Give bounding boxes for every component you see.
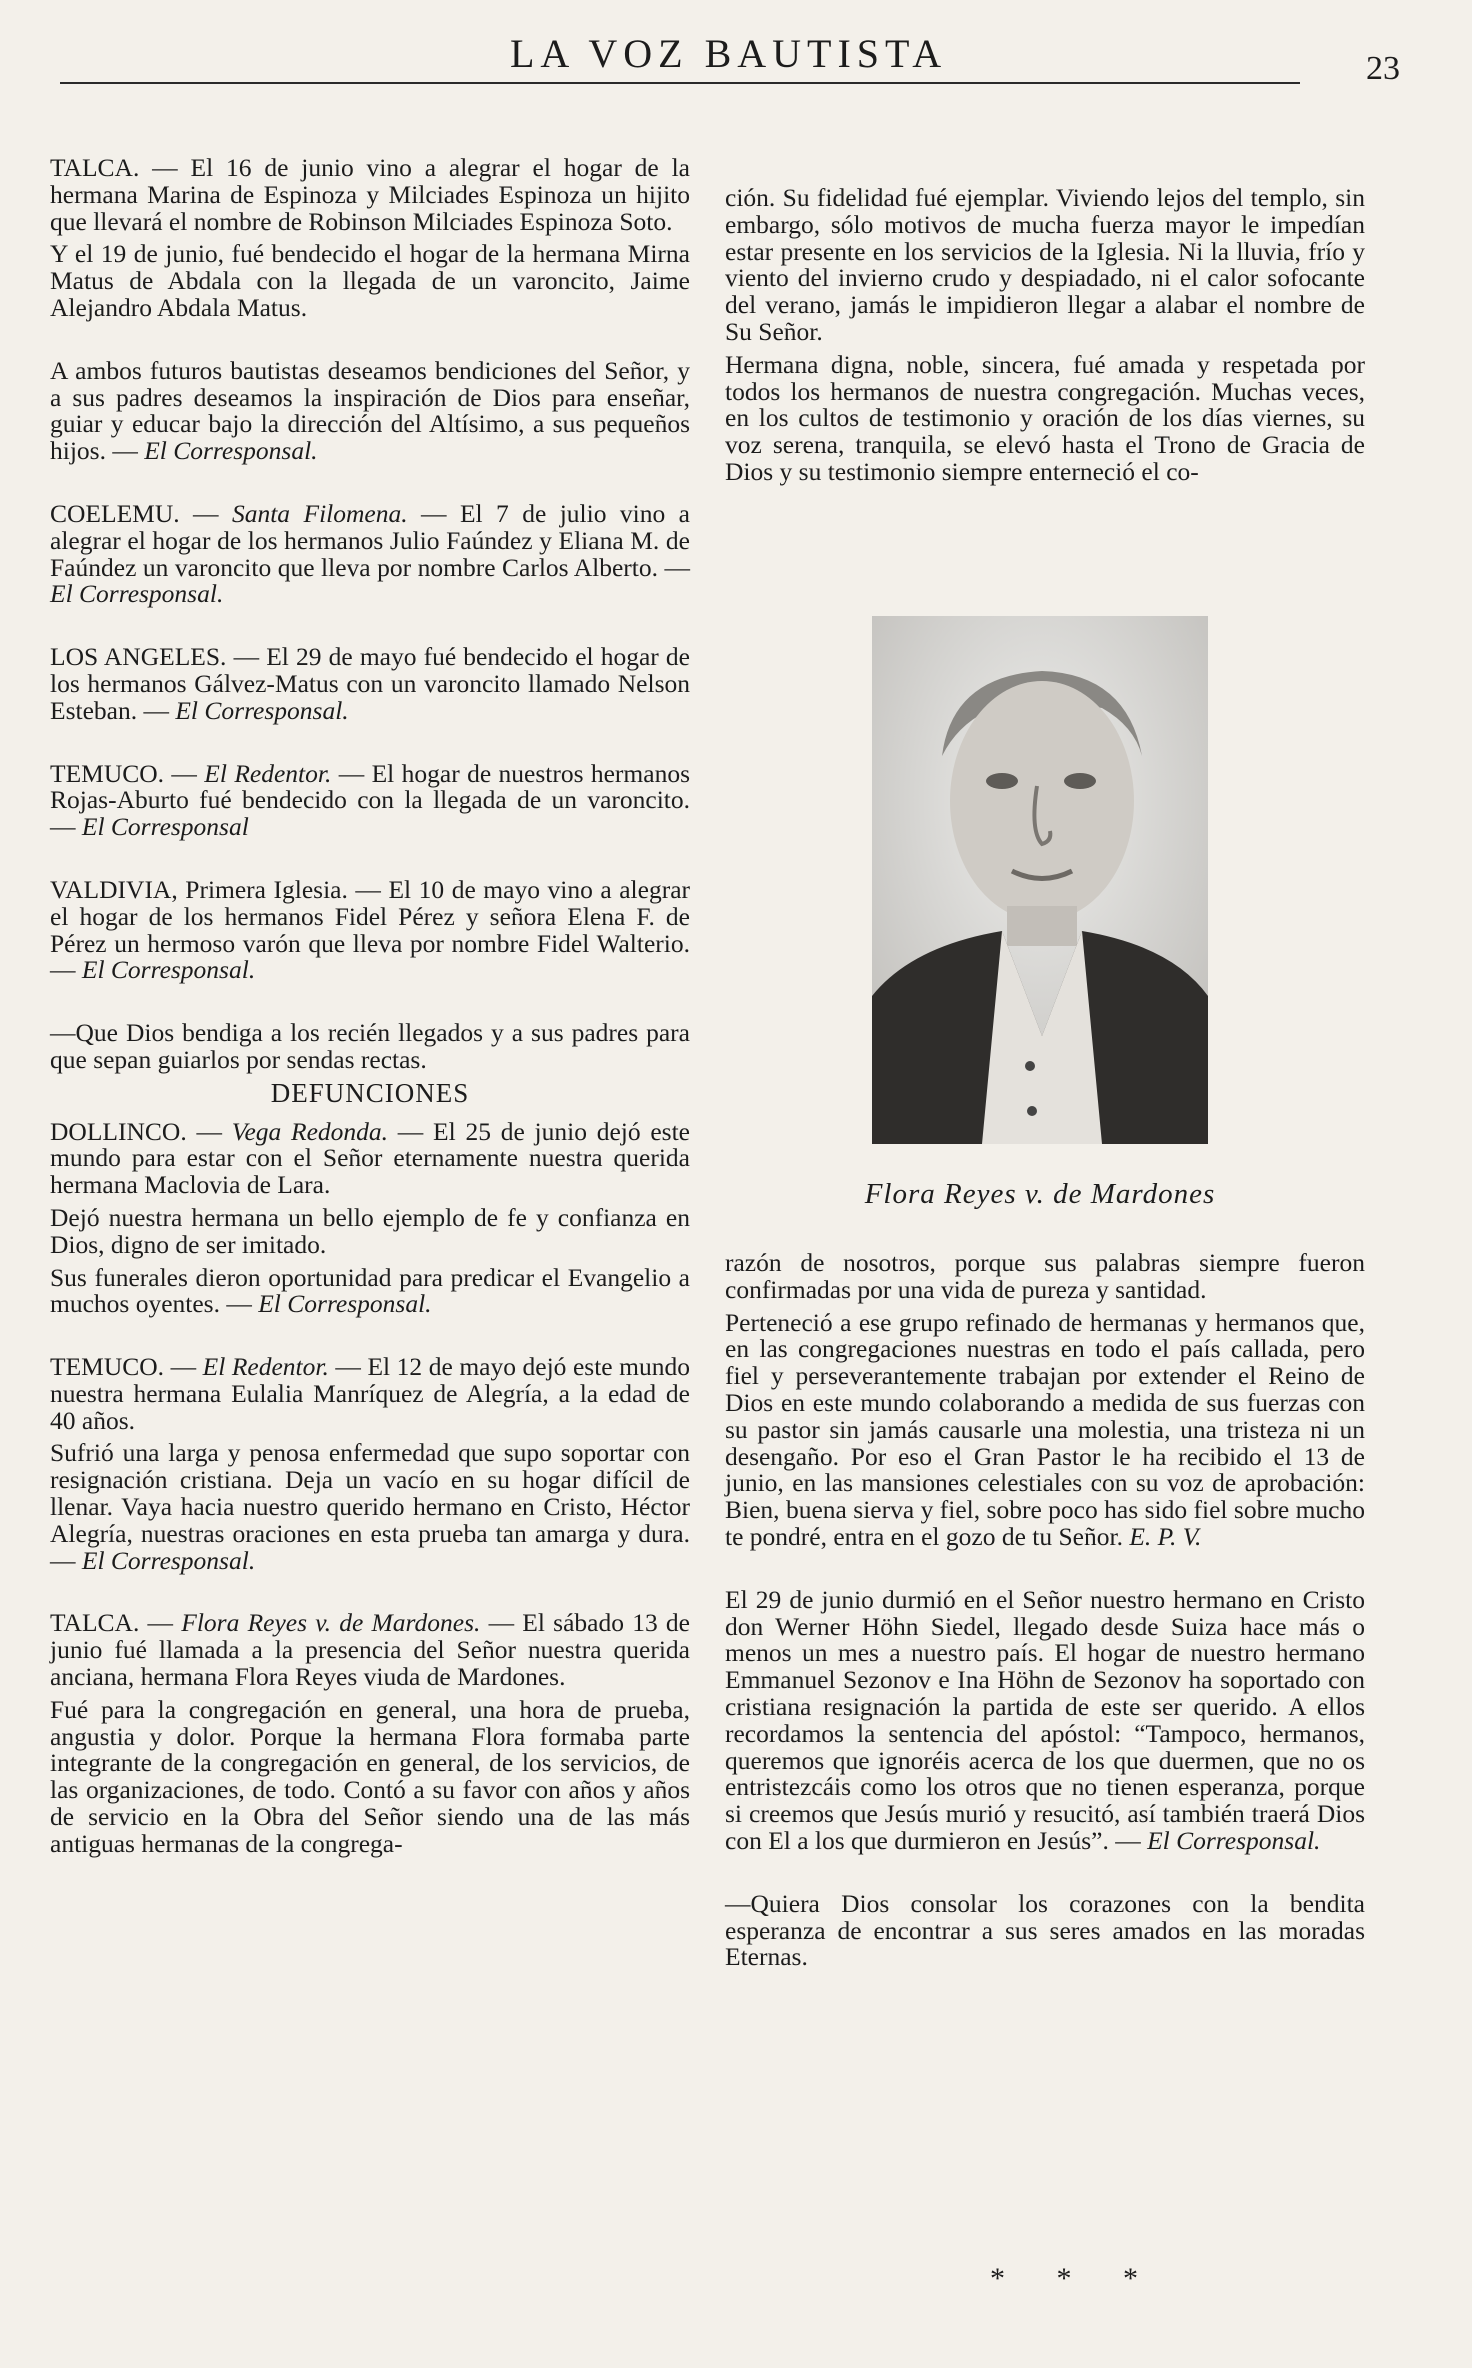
item-body: Hermana digna, noble, sincera, fué amada y respetada por todos los hermanos de nuestra congregación. Muchas veces, en los cultos de testimonio y oración de los días viernes, su voz serena, tranquila, se elevó hasta el Trono de Gracia de Dios y su testimonio siempre enterneció el co-: [725, 349, 1365, 486]
item-location: TEMUCO. —: [50, 758, 197, 788]
item-body: — El sábado 13 de junio fué llamada a la presencia del Señor nuestra querida anciana, hermana Flora Reyes viuda de Mardones.: [50, 1608, 690, 1692]
item-body: Fué para la congregación en general, una hora de prueba, angustia y dolor. Porque la hermana Flora formaba parte integrante de la congregación en general, de los servicios, de las organizaciones, de todo. Contó a su favor con años y años de servicio en la Obra del Señor siendo una de las más antiguas hermanas de la congrega-: [50, 1694, 690, 1858]
masthead: [60, 30, 1400, 110]
news-paragraph: [50, 1202, 690, 1259]
paragraph-gap: [50, 1580, 690, 1610]
signature: El Corresponsal.: [50, 579, 224, 609]
item-body: Dejó nuestra hermana un bello ejemplo de fe y confianza en Dios, digno de ser imitado.: [50, 1202, 690, 1259]
news-paragraph: [50, 874, 690, 985]
item-body: Perteneció a ese grupo refinado de hermanas y hermanos que, en las congregaciones nuestras en todo el país callada, pero fiel y perseverantemente trabajan por extender el Reino de Dios en este mundo colaborando a medida de sus fuerzas con su pastor sin jamás causarle una molestia, una tristeza ni un desengaño. Por eso el Gran Pastor le ha recibido el 13 de junio, en las mansiones celestiales con su voz de aprobación: Bien, buena sierva y fiel, sobre poco has sido fiel sobre mucho te pondré, entra en el gozo de tu Señor.: [725, 1307, 1365, 1551]
item-location: DOLLINCO. —: [50, 1116, 222, 1146]
item-body: — El 7 de julio vino a alegrar el hogar de los hermanos Julio Faúndez y Eliana M. de Faúndez un varoncito que lleva por nombre Carlos Alberto. —: [50, 498, 690, 582]
news-paragraph: [50, 1020, 690, 1074]
item-location: TALCA. —: [50, 153, 178, 182]
church-name: Vega Redonda.: [221, 1116, 389, 1146]
photo-caption: Flora Reyes v. de Mardones: [864, 1178, 1216, 1210]
news-paragraph: [50, 644, 690, 724]
item-body: razón de nosotros, porque sus palabras siempre fueron confirmadas por una vida de pureza y santidad.: [725, 1248, 1365, 1304]
church-name: El Redentor.: [196, 758, 332, 788]
signature: E. P. V.: [1122, 1521, 1202, 1551]
news-paragraph: [50, 1440, 690, 1574]
paragraph-gap: [50, 328, 690, 358]
signature: El Corresponsal: [75, 812, 249, 842]
end-ornament: * * *: [990, 2262, 1160, 2295]
news-paragraph: [725, 1888, 1365, 1972]
item-body: —Quiera Dios consolar los corazones con la bendita esperanza de encontrar a sus seres amados en las moradas Eternas.: [725, 1888, 1365, 1972]
news-paragraph: [725, 1307, 1365, 1551]
paragraph-gap: [50, 471, 690, 501]
church-name: Santa Filomena.: [218, 498, 408, 528]
news-paragraph: [50, 355, 690, 466]
item-body: Sufrió una larga y penosa enfermedad que supo soportar con resignación cristiana. Deja un vacío en su hogar difícil de llenar. Vaya hacia nuestro querido hermano en Cristo, Héctor Alegría, nuestras oraciones en esta prueba tan amarga y dura. —: [50, 1438, 690, 1575]
signature: El Corresponsal.: [168, 695, 349, 725]
paragraph-gap: [50, 847, 690, 877]
item-body: ción. Su fidelidad fué ejemplar. Viviendo lejos del templo, sin embargo, sólo motivos de mucha fuerza mayor le impedían estar presente en los servicios de la Iglesia. Ni la lluvia, frío y viento del invierno crudo y despiadado, ni el calor sofocante del verano, jamás le impidieron llegar a alabar el nombre de Su Señor.: [725, 183, 1365, 346]
news-paragraph: [50, 155, 690, 235]
news-paragraph: [50, 1354, 690, 1434]
obituary-continuation: [725, 185, 1365, 486]
church-name: El Redentor.: [196, 1352, 329, 1382]
news-paragraph: [50, 1694, 690, 1858]
paragraph-gap: [50, 731, 690, 761]
church-name: Flora Reyes v. de Mardones.: [173, 1608, 481, 1638]
publication-title: LA VOZ BAUTISTA: [510, 31, 948, 76]
item-body: A ambos futuros bautistas deseamos bendiciones del Señor, y a sus padres deseamos la inspiración de Dios para enseñar, guiar y educar bajo la dirección del Altísimo, a sus pequeños hijos. —: [50, 355, 690, 466]
news-paragraph: [50, 498, 690, 609]
paragraph-gap: [725, 1861, 1365, 1891]
item-body: — El 25 de junio dejó este mundo para estar con el Señor eternamente nuestra querida hermana Maclovia de Lara.: [50, 1116, 690, 1200]
signature: El Corresponsal.: [75, 1545, 256, 1575]
item-body: — El 29 de mayo fué bendecido el hogar de los hermanos Gálvez-Matus con un varoncito llamado Nelson Esteban. —: [50, 642, 690, 725]
item-location: VALDIVIA,: [50, 874, 178, 904]
item-body: Y el 19 de junio, fué bendecido el hogar de la hermana Mirna Matus de Abdala con la llegada de un varoncito, Jaime Alejandro Abdala Matus.: [50, 239, 690, 322]
item-location: LOS ANGELES.: [50, 642, 227, 672]
paragraph-gap: [50, 990, 690, 1020]
paragraph-gap: [50, 1324, 690, 1354]
news-paragraph: [725, 1250, 1365, 1304]
news-paragraph: [725, 185, 1365, 346]
item-body: El 16 de junio vino a alegrar el hogar de la hermana Marina de Espinoza y Milciades Espinoza un hijito que llevará el nombre de Robinson Milciades Espinoza Soto.: [50, 153, 690, 236]
right-column-bottom: [725, 1250, 1365, 1977]
signature: El Corresponsal.: [75, 955, 256, 985]
section-heading: DEFUNCIONES: [270, 1077, 470, 1108]
births-section: [50, 155, 690, 1074]
item-body: —Que Dios bendiga a los recién llegados y a sus padres para que sepan guiarlos por sendas rectas.: [50, 1018, 690, 1074]
portrait-photo: [872, 616, 1208, 1144]
item-location: TEMUCO. —: [50, 1352, 197, 1382]
page-number: 23: [1366, 50, 1400, 87]
header-rule: [60, 82, 1300, 84]
item-body: — El hogar de nuestros hermanos Rojas-Aburto fué bendecido con la llegada de un varoncito. —: [50, 758, 691, 842]
news-paragraph: [50, 241, 690, 321]
signature: El Corresponsal.: [1140, 1825, 1321, 1855]
news-paragraph: [50, 1610, 690, 1690]
signature: El Corresponsal.: [137, 436, 318, 466]
news-paragraph: [50, 1262, 690, 1319]
item-location: COELEMU. —: [50, 498, 219, 528]
signature: El Corresponsal.: [251, 1289, 432, 1319]
news-paragraph: [725, 349, 1365, 486]
paragraph-gap: [50, 614, 690, 644]
news-paragraph: [50, 1116, 690, 1200]
item-body: Primera Iglesia. — El 10 de mayo vino a alegrar el hogar de los hermanos Fidel Pérez y señora Elena F. de Pérez un hermoso varón que lleva por nombre Fidel Walterio. —: [50, 874, 690, 985]
paragraph-gap: [725, 1557, 1365, 1587]
item-body: — El 12 de mayo dejó este mundo nuestra hermana Eulalia Manríquez de Alegría, a la edad de 40 años.: [50, 1352, 691, 1435]
right-column-top: [725, 185, 1365, 492]
item-body: El 29 de junio durmió en el Señor nuestro hermano en Cristo don Werner Höhn Siedel, llegado desde Suiza hace más o menos un mes a nuestro país. El hogar de nuestro hermano Emmanuel Sezonov e Ina Höhn de Sezonov ha soportado con cristiana resignación la partida de este ser querido. A ellos recordamos la sentencia del apóstol: “Tampoco, hermanos, queremos que ignoréis acerca de los que duermen, que no os entristezcáis como los otros que no tienen esperanza, porque si creemos que Jesús murió y resucitó, así también traerá Dios con El a los que durmieron en Jesús”. —: [725, 1584, 1365, 1855]
news-paragraph: [50, 758, 691, 842]
obituary-conclusion: [725, 1250, 1365, 1971]
portrait-image: [872, 616, 1208, 1144]
deaths-section: [50, 1116, 691, 1858]
item-location: TALCA. —: [50, 1608, 174, 1638]
item-body: Sus funerales dieron oportunidad para predicar el Evangelio a muchos oyentes. —: [50, 1262, 690, 1319]
news-paragraph: [725, 1584, 1365, 1855]
left-column: [50, 155, 690, 1864]
